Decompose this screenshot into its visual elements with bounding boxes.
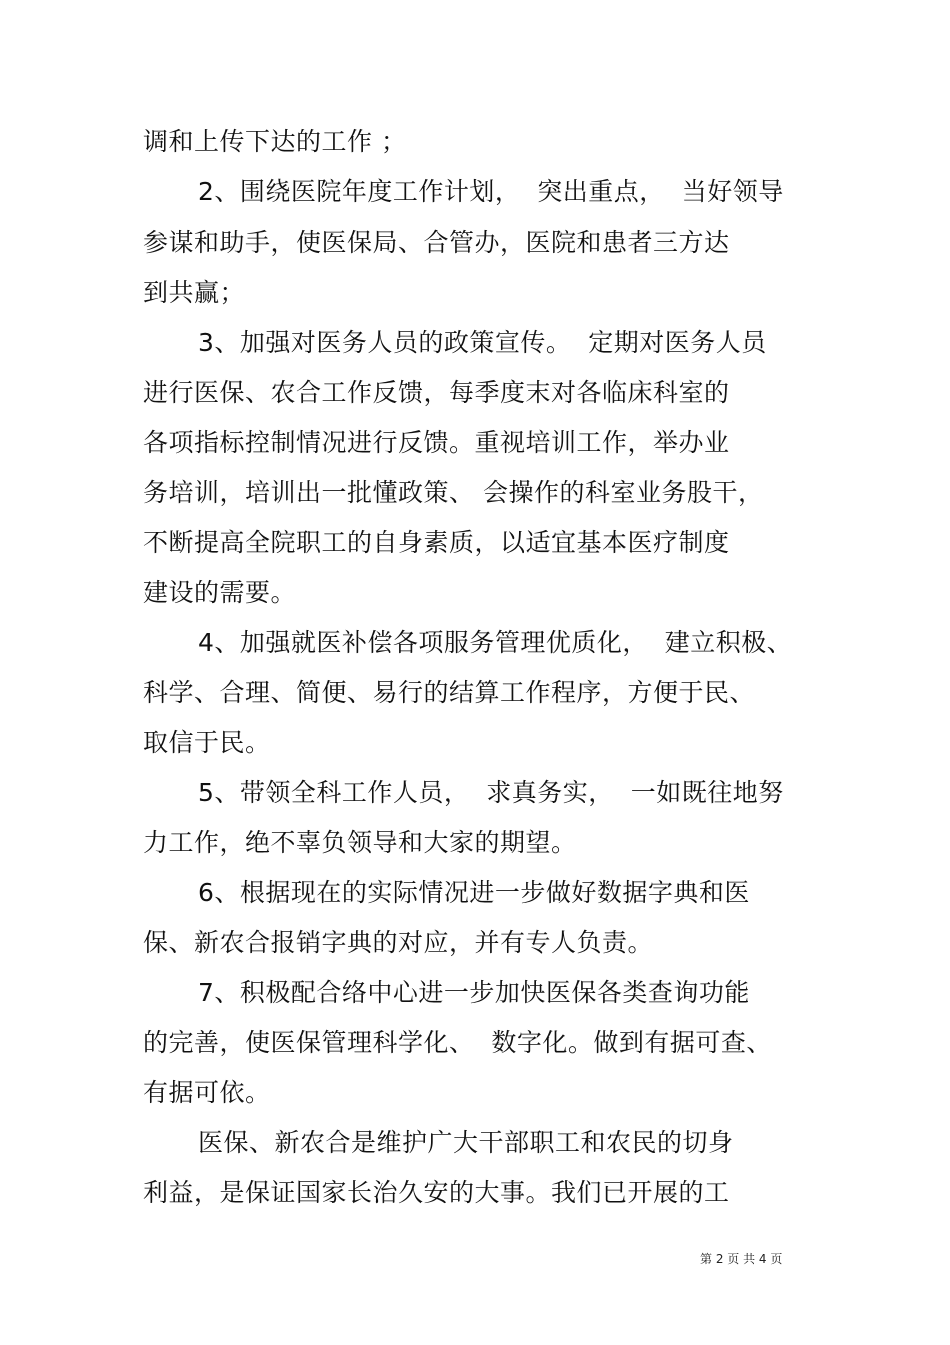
- text-line-2: 2、围绕医院年度工作计划， 突出重点， 当好领导: [198, 177, 784, 206]
- text-line-14: 5、带领全科工作人员， 求真务实， 一如既往地努: [198, 778, 784, 807]
- text-line-12: 科学、合理、简便、易行的结算工作程序，方便于民、: [143, 678, 756, 707]
- text-line-9: 不断提高全院职工的自身素质，以适宜基本医疗制度: [143, 528, 730, 557]
- text-line-1: 调和上传下达的工作 ；: [143, 127, 407, 156]
- text-line-10: 建设的需要。: [143, 578, 297, 607]
- text-line-16: 6、根据现在的实际情况进一步做好数据字典和医: [198, 878, 750, 907]
- text-line-20: 有据可依。: [143, 1078, 271, 1107]
- text-line-17: 保、新农合报销字典的对应，并有专人负责。: [143, 928, 654, 957]
- text-line-11: 4、加强就医补偿各项服务管理优质化， 建立积极、: [198, 628, 793, 657]
- text-line-7: 各项指标控制情况进行反馈。重视培训工作，举办业: [143, 428, 730, 457]
- text-line-3: 参谋和助手，使医保局、合管办，医院和患者三方达: [143, 228, 730, 257]
- text-line-5: 3、加强对医务人员的政策宣传。 定期对医务人员: [198, 328, 767, 357]
- page-number-footer: 第 2 页 共 4 页: [700, 1252, 783, 1266]
- text-line-19: 的完善，使医保管理科学化、 数字化。做到有据可查、: [143, 1028, 772, 1057]
- text-line-6: 进行医保、农合工作反馈，每季度末对各临床科室的: [143, 378, 730, 407]
- text-line-13: 取信于民。: [143, 728, 271, 757]
- text-line-4: 到共赢；: [143, 278, 246, 307]
- text-line-22: 利益，是保证国家长治久安的大事。我们已开展的工: [143, 1178, 730, 1207]
- text-line-18: 7、积极配合络中心进一步加快医保各类查询功能: [198, 978, 750, 1007]
- text-line-8: 务培训，培训出一批懂政策、 会操作的科室业务股干，: [143, 478, 764, 507]
- text-line-15: 力工作，绝不辜负领导和大家的期望。: [143, 828, 577, 857]
- text-line-21: 医保、新农合是维护广大干部职工和农民的切身: [198, 1128, 734, 1157]
